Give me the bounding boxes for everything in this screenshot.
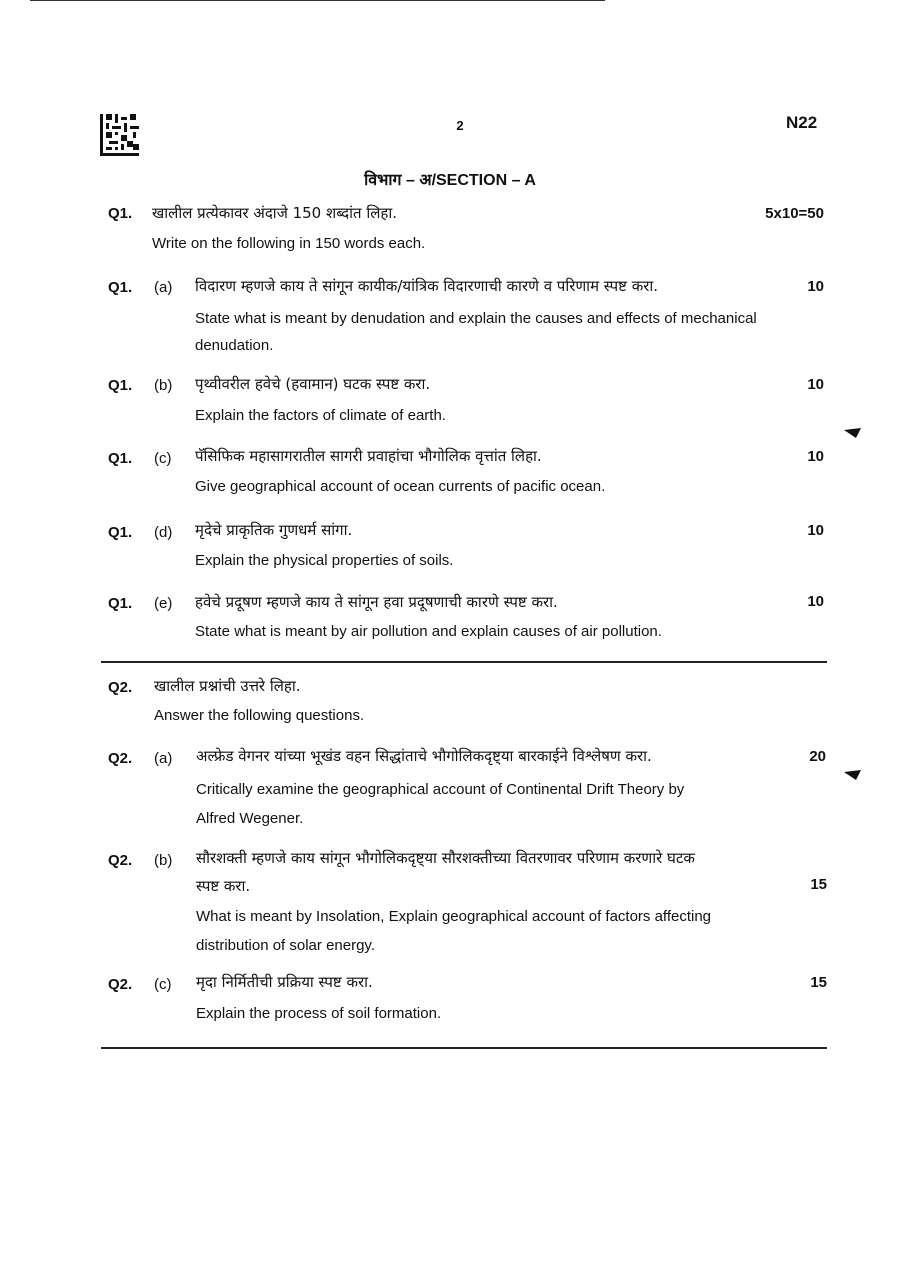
q1b-question-english: Explain the factors of climate of earth.	[195, 407, 446, 424]
margin-tick-icon	[844, 428, 862, 440]
q2-instruction-english: Answer the following questions.	[154, 707, 365, 724]
q2c-marks: 15	[810, 974, 827, 991]
q2b-part: (b)	[154, 852, 173, 869]
top-edge-line	[30, 0, 605, 1]
q2a-marks: 20	[809, 748, 826, 765]
page-number: 2	[456, 118, 464, 133]
q1a-question-english: State what is meant by denudation and explain the causes and effects of mechanical denudation.	[195, 310, 757, 354]
q1e-question-english: State what is meant by air pollution and explain causes of air pollution.	[195, 623, 662, 640]
q2b-question-english-line1: What is meant by Insolation, Explain geographical account of factors affecting	[196, 908, 712, 925]
q2c-part: (c)	[154, 976, 172, 993]
section-title: विभाग – अ/SECTION – A	[364, 172, 536, 189]
q2a-question-english-line1: Critically examine the geographical account of Continental Drift Theory by	[196, 781, 685, 798]
section-divider	[101, 661, 827, 663]
q1a-marks: 10	[807, 278, 824, 295]
q2a-question-english-line2: Alfred Wegener.	[196, 810, 304, 827]
q1b-number: Q1.	[108, 377, 133, 394]
q1e-question-marathi: हवेचे प्रदूषण म्हणजे काय ते सांगून हवा प्रदूषणाची कारणे स्पष्ट करा.	[195, 593, 558, 611]
q1c-number: Q1.	[108, 450, 133, 467]
q1e-number: Q1.	[108, 595, 133, 612]
q2a-number: Q2.	[108, 750, 133, 767]
q2b-question-marathi-line1: सौरशक्ती म्हणजे काय सांगून भौगोलिकदृष्ट्या सौरशक्तीच्या वितरणावर परिणाम करणारे घटक	[196, 849, 695, 867]
paper-code: N22	[786, 113, 818, 132]
q1b-part: (b)	[154, 377, 173, 394]
q1c-question-english: Give geographical account of ocean currents of pacific ocean.	[195, 478, 606, 495]
q1-instruction-marathi: खालील प्रत्येकावर अंदाजे 150 शब्दांत लिहा.	[152, 204, 398, 222]
q1c-marks: 10	[807, 448, 824, 465]
q2b-question-english-line2: distribution of solar energy.	[196, 937, 375, 954]
q2-number: Q2.	[108, 679, 133, 696]
q2c-question-marathi: मृदा निर्मितीची प्रक्रिया स्पष्ट करा.	[196, 973, 373, 991]
q1d-question-english: Explain the physical properties of soils.	[195, 552, 454, 569]
q1c-question-marathi: पॅसिफिक महासागरातील सागरी प्रवाहांचा भौगोलिक वृत्तांत लिहा.	[195, 447, 542, 465]
q1d-part: (d)	[154, 524, 173, 541]
q2b-marks: 15	[810, 876, 827, 893]
qr-code-icon	[100, 114, 139, 156]
q2c-question-english: Explain the process of soil formation.	[196, 1005, 442, 1022]
q1-marks: 5x10=50	[765, 205, 824, 222]
q1e-marks: 10	[807, 593, 824, 610]
q2a-part: (a)	[154, 750, 173, 767]
q2b-question-marathi-line2: स्पष्ट करा.	[196, 877, 251, 895]
q1c-part: (c)	[154, 450, 172, 467]
q1b-question-marathi: पृथ्वीवरील हवेचे (हवामान) घटक स्पष्ट करा.	[195, 375, 431, 393]
q1e-part: (e)	[154, 595, 173, 612]
q1d-marks: 10	[807, 522, 824, 539]
q1a-number: Q1.	[108, 279, 133, 296]
q1d-question-marathi: मृदेचे प्राकृतिक गुणधर्म सांगा.	[195, 521, 353, 539]
end-divider	[101, 1047, 827, 1049]
margin-tick-icon	[844, 770, 862, 782]
q1-instruction-english: Write on the following in 150 words each.	[152, 235, 426, 252]
q1a-question-marathi: विदारण म्हणजे काय ते सांगून कायीक/यांत्रिक विदारणाची कारणे व परिणाम स्पष्ट करा.	[195, 277, 658, 295]
q1-number: Q1.	[108, 205, 133, 222]
q1b-marks: 10	[807, 376, 824, 393]
q2-instruction-marathi: खालील प्रश्नांची उत्तरे लिहा.	[154, 677, 301, 695]
q2b-number: Q2.	[108, 852, 133, 869]
q1a-part: (a)	[154, 279, 173, 296]
q2c-number: Q2.	[108, 976, 133, 993]
q1d-number: Q1.	[108, 524, 133, 541]
q2a-question-marathi: अल्फ्रेड वेगनर यांच्या भूखंड वहन सिद्धांताचे भौगोलिकदृष्ट्या बारकाईने विश्लेषण करा.	[196, 747, 652, 765]
